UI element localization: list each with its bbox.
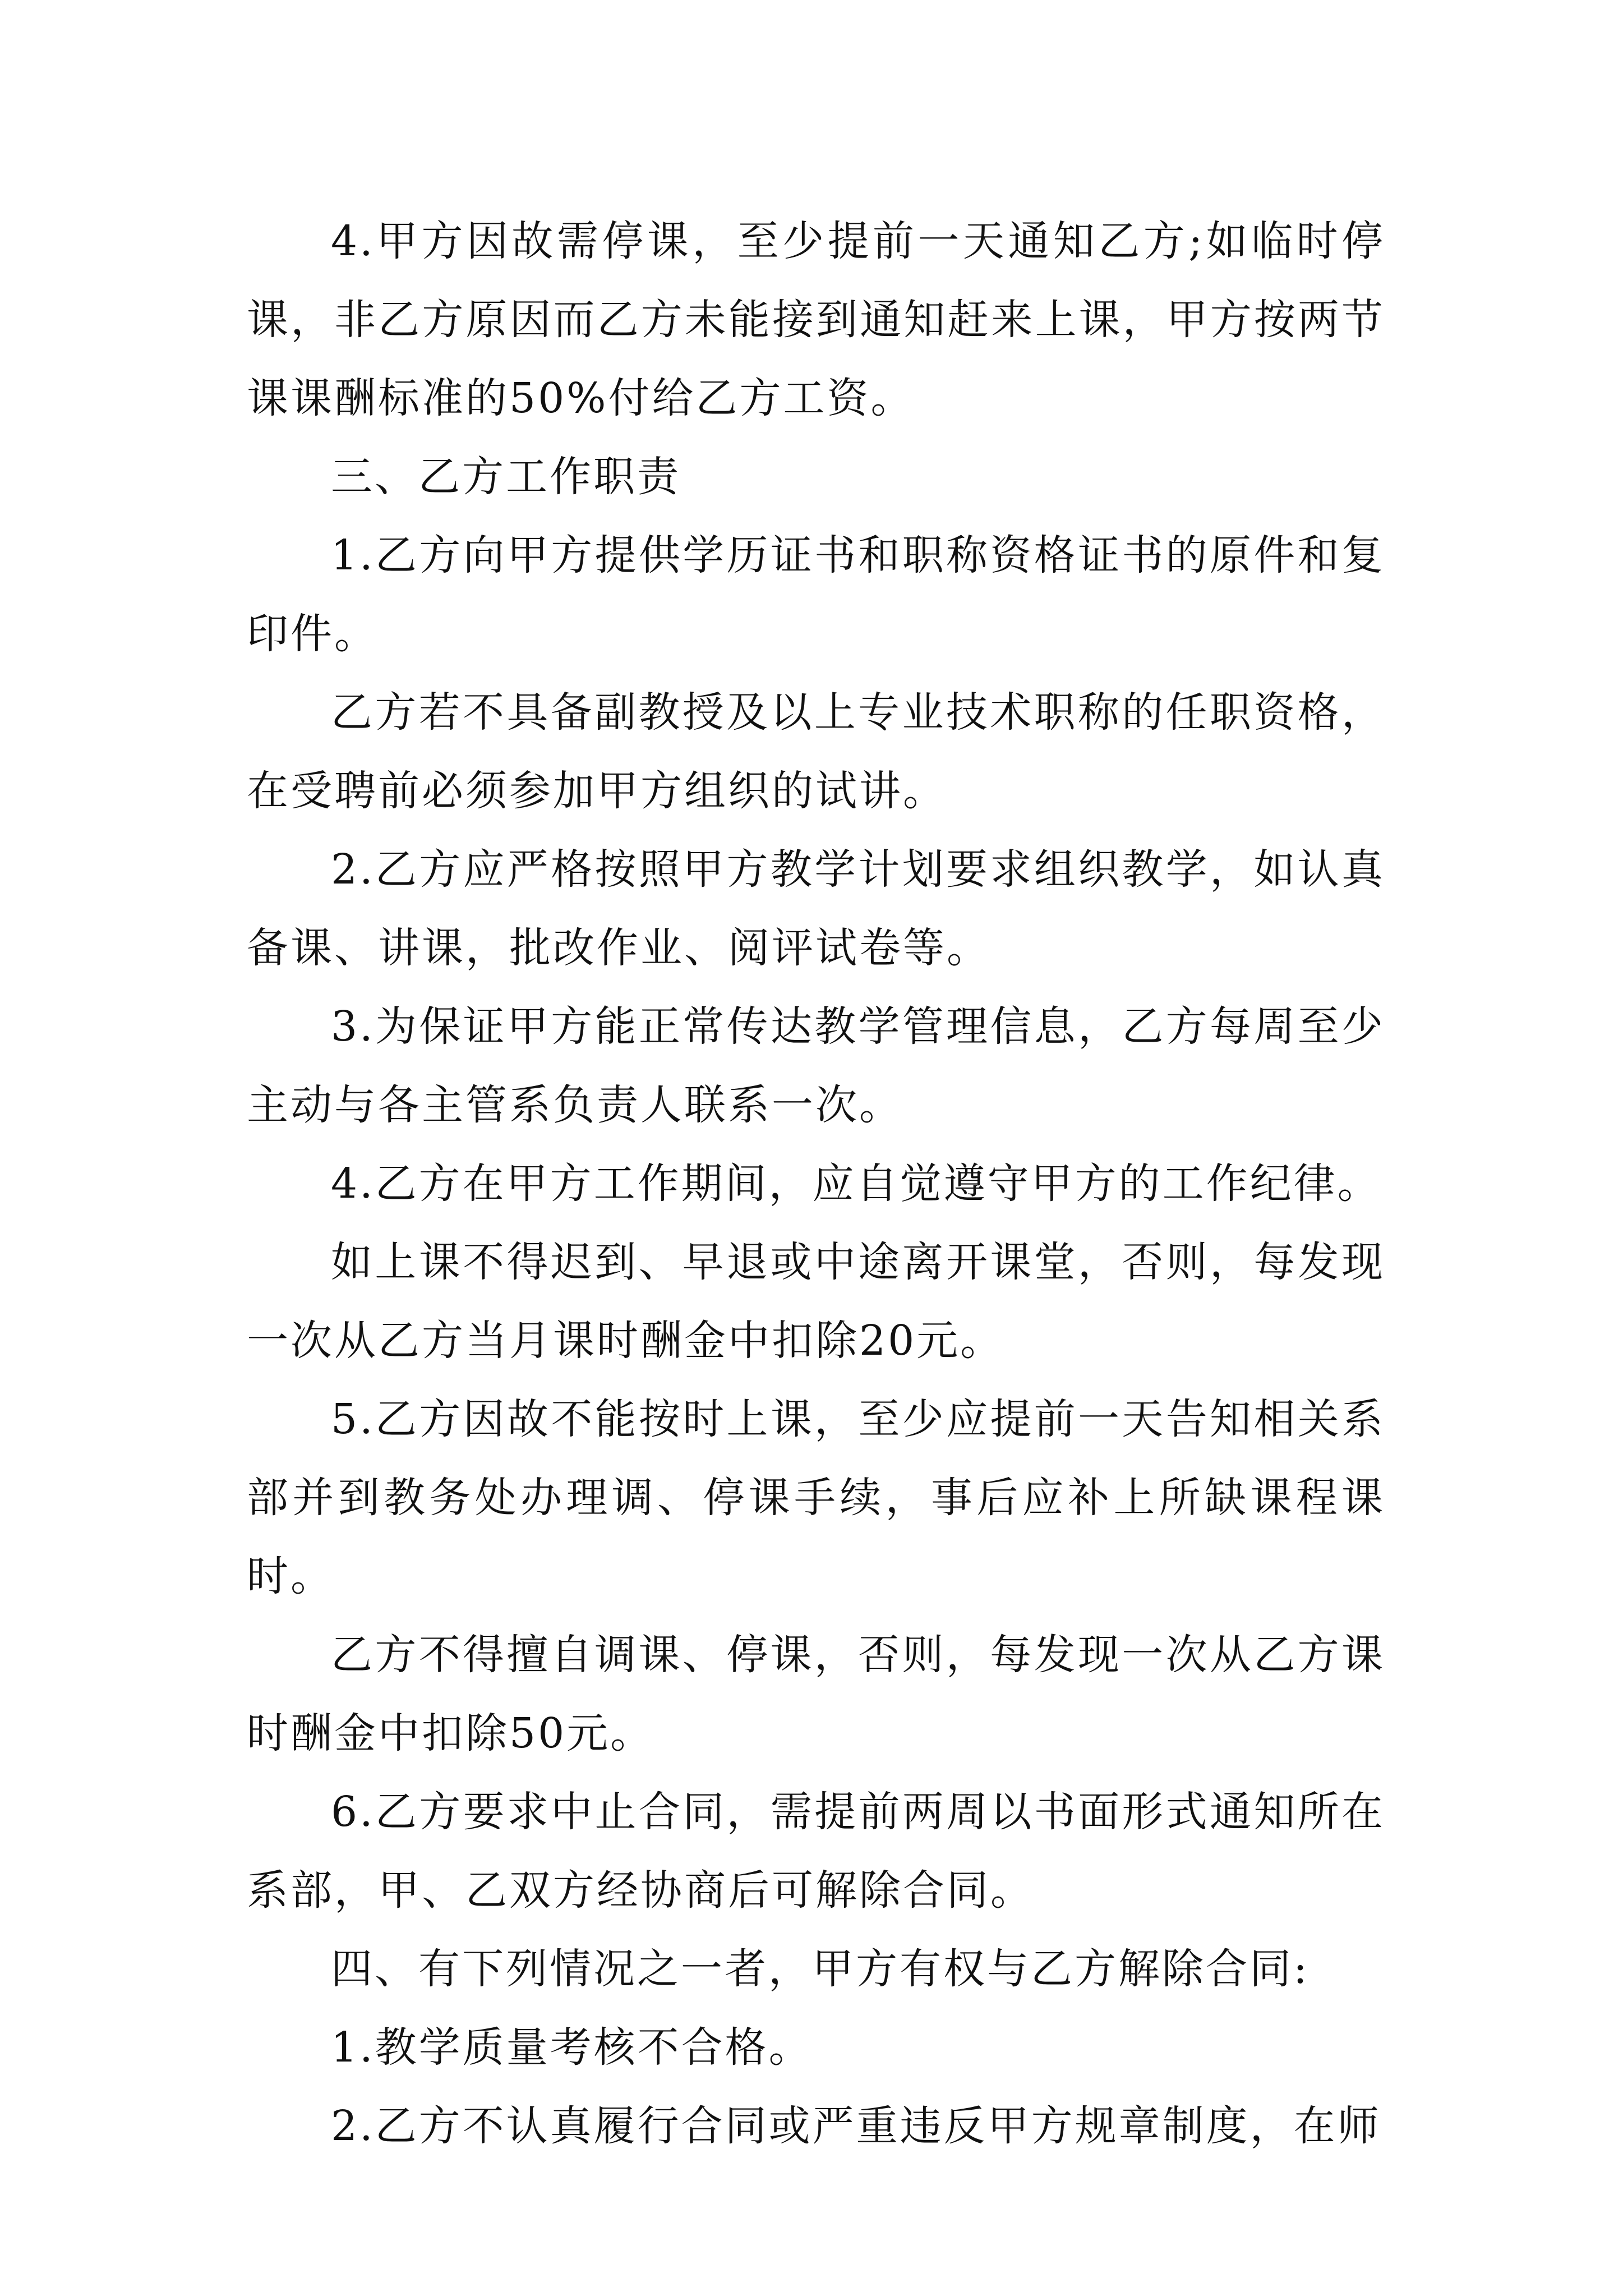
paragraph-unauthorized-change-penalty: 乙方不得擅自调课、停课，否则，每发现一次从乙方课时酬金中扣除50元。 <box>247 1631 1385 1757</box>
paragraph-work-discipline: 4.乙方在甲方工作期间，应自觉遵守甲方的工作纪律。 <box>331 1159 1381 1208</box>
paragraph-rule-violation: 2.乙方不认真履行合同或严重违反甲方规章制度，在师 <box>331 2102 1381 2150</box>
document-body <box>247 202 1385 2165</box>
section-heading-termination-conditions: 四、有下列情况之一者，甲方有权与乙方解除合同: <box>331 1945 1310 1993</box>
section-heading-party-b-duties: 三、乙方工作职责 <box>331 453 681 501</box>
paragraph-teaching-plan: 2.乙方应严格按照甲方教学计划要求组织教学，如认真备课、讲课，批改作业、阅评试卷等。 <box>247 845 1385 972</box>
paragraph-leave-procedure: 5.乙方因故不能按时上课，至少应提前一天告知相关系部并到教务处办理调、停课手续，事后应补上所缺课程课时。 <box>247 1395 1385 1600</box>
paragraph-contract-termination-request: 6.乙方要求中止合同，需提前两周以书面形式通知所在系部，甲、乙双方经协商后可解除合同。 <box>247 1788 1385 1915</box>
paragraph-trial-lecture: 乙方若不具备副教授及以上专业技术职称的任职资格，在受聘前必须参加甲方组织的试讲。 <box>247 688 1385 815</box>
paragraph-suspension-notice: 4.甲方因故需停课，至少提前一天通知乙方;如临时停课，非乙方原因而乙方未能接到通知赶来上课，甲方按两节课课酬标准的50%付给乙方工资。 <box>247 217 1385 422</box>
paragraph-attendance-penalty: 如上课不得迟到、早退或中途离开课堂，否则，每发现一次从乙方当月课时酬金中扣除20元。 <box>247 1238 1385 1365</box>
paragraph-quality-assessment: 1.教学质量考核不合格。 <box>331 2023 813 2072</box>
paragraph-certificates: 1.乙方向甲方提供学历证书和职称资格证书的原件和复印件。 <box>247 531 1385 658</box>
paragraph-weekly-contact: 3.为保证甲方能正常传达教学管理信息，乙方每周至少主动与各主管系负责人联系一次。 <box>247 1002 1385 1129</box>
